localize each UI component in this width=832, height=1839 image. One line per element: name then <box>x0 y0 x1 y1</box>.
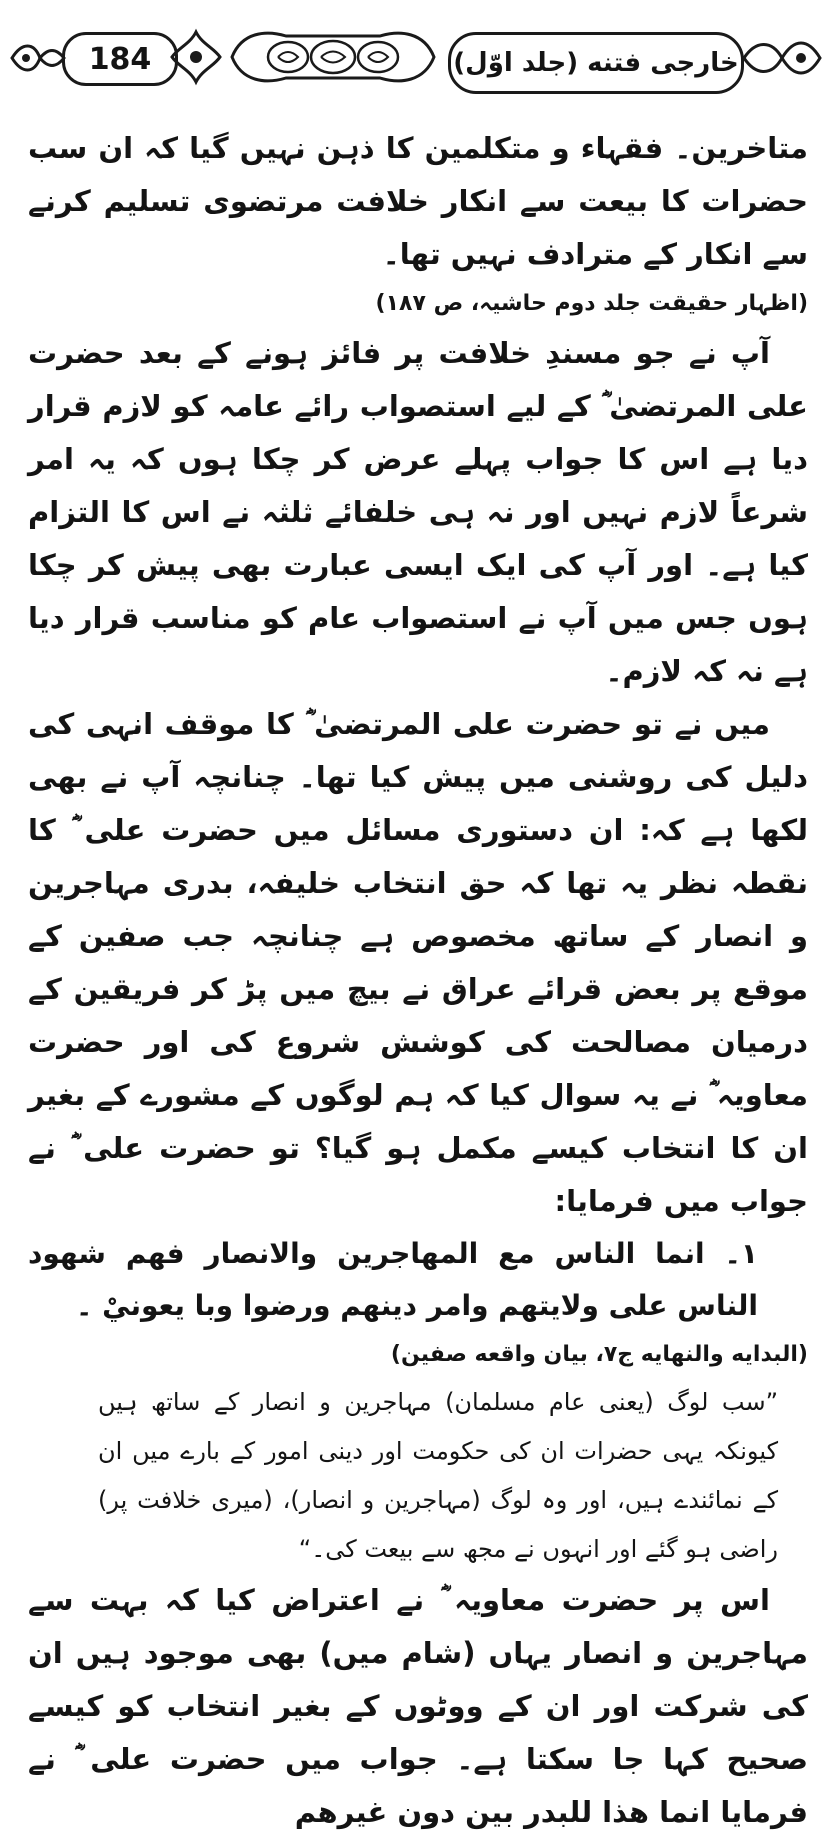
central-cartouche-icon <box>226 26 440 88</box>
fleur-ornament-icon <box>168 28 224 86</box>
book-title: خارجی فتنه (جلد اوّل) <box>448 32 744 94</box>
paragraph-2: آپ نے جو مسندِ خلافت پر فائز ہونے کے بعد حضرت علی المرتضیٰ ؓ کے لیے استصواب رائے عامہ کو لازم قرار دیا ہے اس کا جواب پہلے عرض کر چکا ہوں کہ یہ امر شرعاً لازم نہیں اور نہ ہی خلفائے ثلثہ نے اس کا التزام کیا ہے۔ اور آپ کی ایک ایسی عبارت بھی پیش کر چکا ہوں جس میں آپ نے استصواب عام کو مناسب قرار دیا ہے نہ کہ لازم۔ <box>28 336 808 688</box>
left-ornament-icon <box>10 38 66 78</box>
paragraph-4: اس پر حضرت معاویہ ؓ نے اعتراض کیا کہ بہت سے مہاجرین و انصار یہاں (شام میں) بھی موجود ہیں ان کی شرکت اور ان کے ووٹوں کے بغیر انتخاب کو کیسے صحیح کہا جا سکتا ہے۔ جواب میں حضرت علی ؓ نے فرمایا انما هذا للبدر بين دون غيرهم <box>28 1583 808 1829</box>
right-ornament-icon <box>742 32 822 84</box>
urdu-translation-quote: ”سب لوگ (یعنی عام مسلمان) مہاجرین و انصار کے ساتھ ہیں کیونکہ یہی حضرات ان کی حکومت اور دینی امور کے بارے میں ان کے نمائندے ہیں، اور وہ لوگ (مہاجرین و انصار)، (میری خلافت پر) راضی ہو گئے اور انہوں نے مجھ سے بیعت کی۔“ <box>98 1388 778 1563</box>
paragraph-1: متاخرین۔ فقہاء و متکلمین کا ذہن نہیں گیا کہ ان سب حضرات کا بیعت سے انکار خلافت مرتضوی تسلیم کرنے سے انکار کے مترادف نہیں تھا۔ <box>28 131 808 271</box>
reference-izhar-e-haqeeqat: (اظہار حقیقت جلد دوم حاشیہ، ص ۱۸۷) <box>375 291 808 316</box>
page-header <box>0 12 832 102</box>
reference-al-bidaya: (البدایه والنهایه ج۷، بیان واقعه صفین) <box>390 1342 808 1367</box>
page-number: 184 <box>62 32 178 86</box>
arabic-quotation: ۱۔ انما الناس مع المهاجرين والانصار فهم شهود الناس على ولايتهم وامر دينهم ورضوا وبا يعونيْ ۔ <box>28 1237 758 1322</box>
page-body <box>28 122 808 1839</box>
paragraph-3: میں نے تو حضرت علی المرتضیٰ ؓ کا موقف انہی کی دلیل کی روشنی میں پیش کیا تھا۔ چنانچہ آپ نے بھی لکھا ہے کہ: ان دستوری مسائل میں حضرت علی ؓ کا نقطہ نظر یہ تھا کہ حق انتخاب خلیفہ، بدری مہاجرین و انصار کے ساتھ مخصوص ہے چنانچہ جب صفین کے موقع پر بعض قرائے عراق نے بیچ میں پڑ کر فریقین کے درمیان مصالحت کی کوشش شروع کی اور حضرت معاویہ ؓ نے یہ سوال کیا کہ ہم لوگوں کے مشورے کے بغیر ان کا انتخاب کیسے مکمل ہو گیا؟ تو حضرت علی ؓ نے جواب میں فرمایا: <box>28 707 808 1218</box>
